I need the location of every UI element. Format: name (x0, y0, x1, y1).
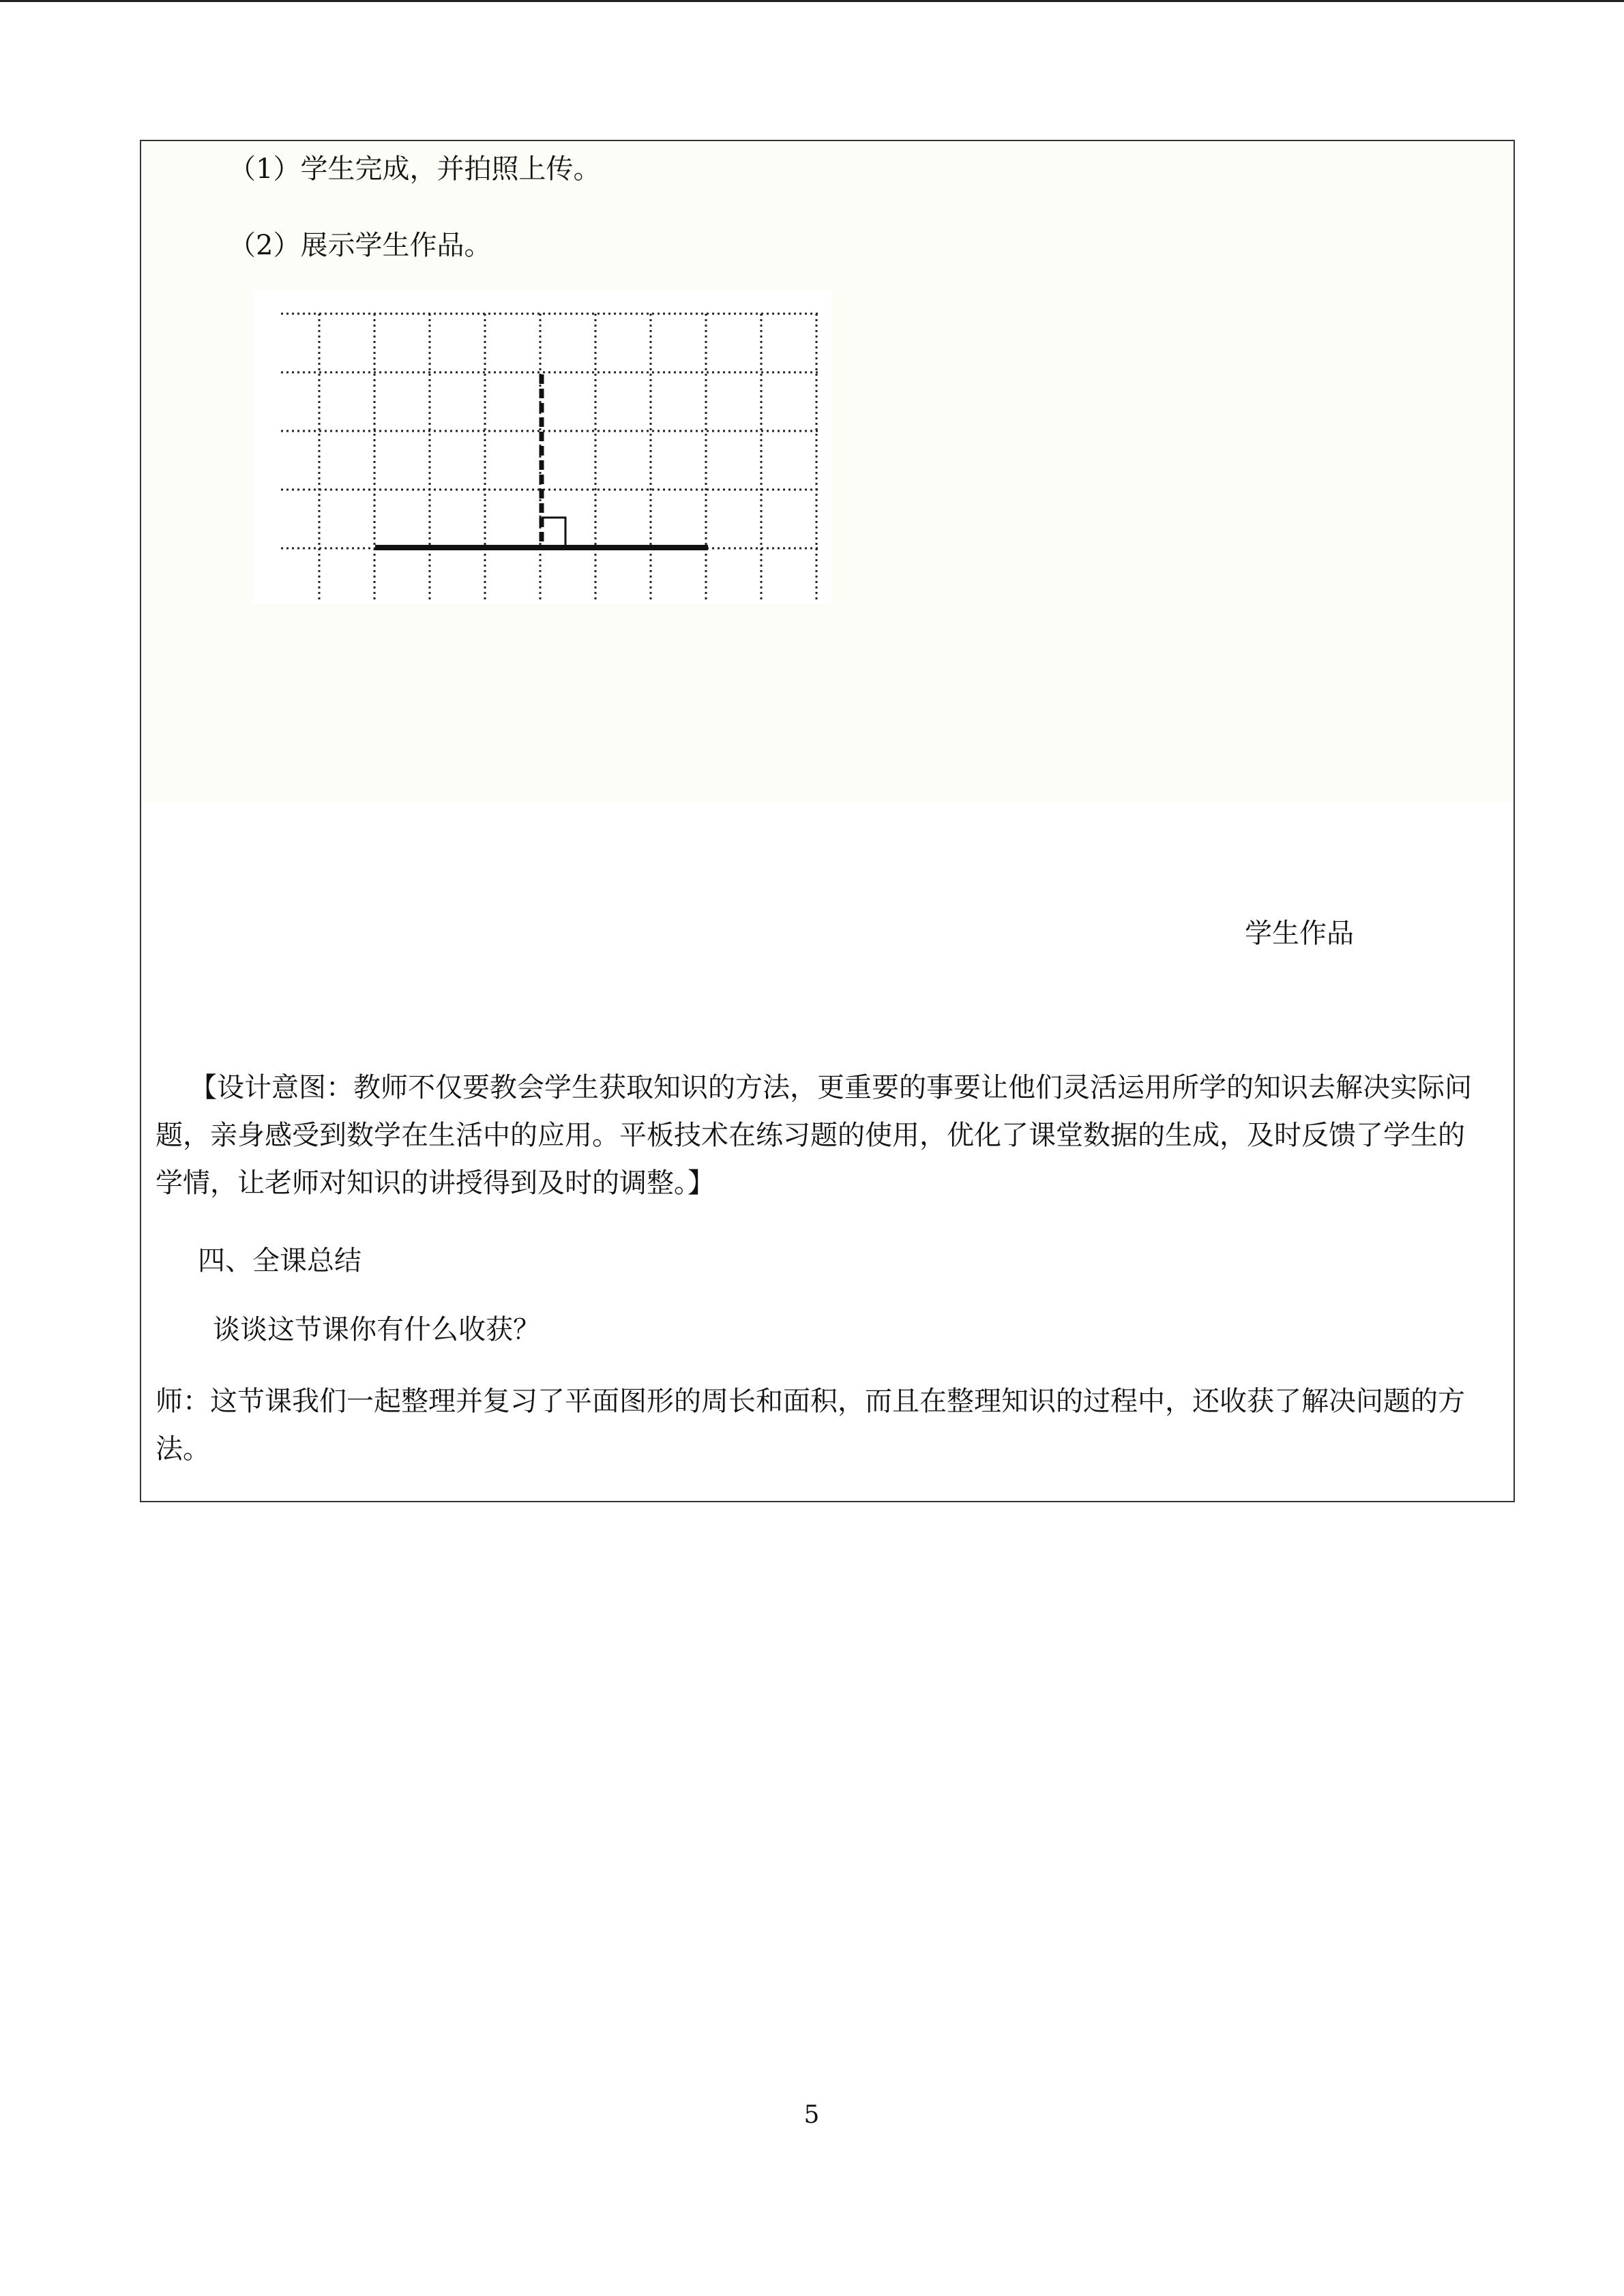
summary-question: 谈谈这节课你有什么收获？ (213, 1314, 540, 1345)
item-2-text: （2）展示学生作品。 (228, 230, 492, 261)
page-number: 5 (803, 2101, 820, 2129)
student-work-figure (252, 290, 832, 603)
teacher-summary-paragraph: 师：这节课我们一起整理并复习了平面图形的周长和面积，而且在整理知识的过程中，还收获了解决问题的方法。 (156, 1386, 1465, 1465)
right-angle-mark (542, 518, 565, 548)
figure-caption: 学生作品 (1245, 918, 1354, 949)
top-border-line (0, 0, 1624, 2)
dotted-grid-drawing (252, 290, 832, 603)
design-intent-paragraph: 【设计意图：教师不仅要教会学生获取知识的方法，更重要的事要让他们灵活运用所学的知识去解决实际问题，亲身感受到数学在生活中的应用。平板技术在练习题的使用，优化了课堂数据的生成，及时反馈了学生的学情，让老师对知识的讲授得到及时的调整。】 (156, 1072, 1472, 1199)
item-1-text: （1）学生完成，并拍照上传。 (228, 153, 601, 185)
section-heading: 四、全课总结 (198, 1245, 361, 1277)
grid-lines (281, 314, 820, 600)
